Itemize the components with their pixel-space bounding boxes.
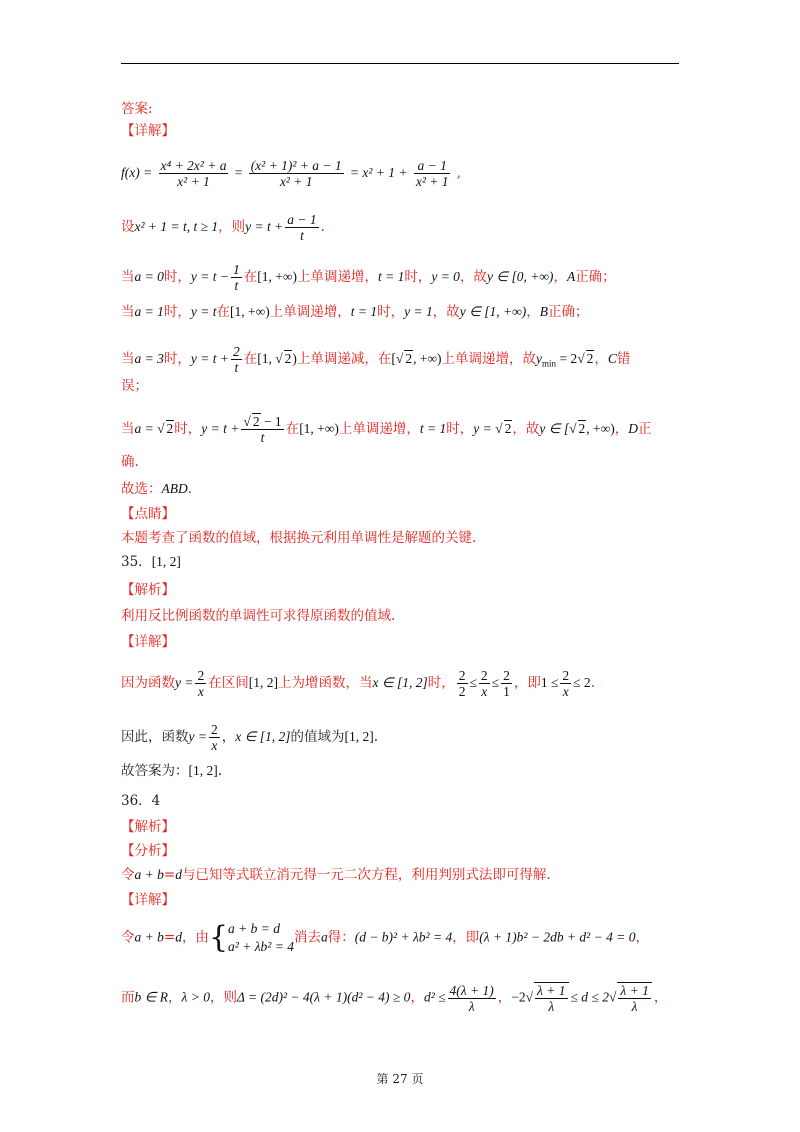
q35-number bbox=[121, 553, 181, 571]
math: a = bbox=[134, 421, 158, 436]
text: 上单调递增， bbox=[296, 269, 378, 285]
math: y ∈ [0, +∞) bbox=[486, 269, 554, 284]
text: 正 bbox=[638, 421, 652, 437]
math: ≤ d ≤ 2 bbox=[570, 989, 609, 1005]
text: ， bbox=[653, 989, 668, 1006]
frac bbox=[285, 212, 318, 243]
num: 1 bbox=[232, 262, 240, 277]
option-label: C bbox=[607, 351, 617, 366]
frac-3-den: x² + 1 bbox=[415, 174, 449, 189]
q36-fenxi-heading: 【分析】 bbox=[121, 843, 175, 859]
f-tail: , bbox=[456, 165, 462, 181]
text: = bbox=[163, 929, 176, 946]
math: t = 1 bbox=[350, 304, 378, 319]
math: [1, +∞) bbox=[229, 304, 270, 319]
text: 时， bbox=[404, 269, 432, 285]
sqrt-frac bbox=[534, 982, 568, 1014]
math: [1, 2] bbox=[151, 554, 181, 569]
dianjing-text: 本题考查了函数的值域，根据换元利用单调性是解题的关键. bbox=[121, 530, 477, 546]
math: (λ + 1)b² − 2db + d² − 4 = 0 bbox=[479, 929, 636, 945]
text: 上单调递增， bbox=[269, 304, 351, 320]
math: ) bbox=[292, 351, 297, 366]
text: ， bbox=[221, 729, 236, 745]
frac-1 bbox=[159, 158, 229, 189]
text: ，由 bbox=[181, 929, 209, 946]
text: 与已知等式联立消元得一元二次方程，利用判别式法即可得解. bbox=[181, 867, 551, 883]
text: 在 bbox=[243, 269, 258, 285]
page-footer bbox=[0, 1070, 800, 1087]
frac bbox=[457, 668, 468, 699]
text: ， bbox=[410, 989, 424, 1006]
math: ≤ bbox=[469, 675, 477, 690]
detail-heading: 【详解】 bbox=[121, 123, 175, 139]
text: 当 bbox=[121, 269, 135, 285]
sqrt-arg: 2 bbox=[405, 351, 413, 366]
line-substitution bbox=[121, 212, 325, 243]
math: y = bbox=[175, 675, 194, 690]
num: 2 bbox=[210, 722, 218, 737]
math: a = 1 bbox=[134, 304, 164, 319]
math: a = 0 bbox=[134, 269, 164, 284]
text: 正确； bbox=[575, 269, 616, 285]
text: 设 bbox=[121, 219, 135, 235]
system-brace: { bbox=[208, 920, 229, 955]
q35-answer-line bbox=[121, 762, 222, 780]
case-asqrt2-wrap: 确. bbox=[121, 454, 139, 470]
text: 时， bbox=[446, 421, 474, 437]
math: −2 bbox=[511, 989, 526, 1005]
num: 4(λ + 1) bbox=[449, 982, 494, 998]
sqrt-arg: 2 bbox=[504, 421, 512, 436]
math: a + b bbox=[134, 929, 164, 945]
subscript: min bbox=[542, 358, 557, 369]
den: λ bbox=[535, 998, 567, 1014]
den: t bbox=[231, 359, 242, 375]
text: 上单调递减，在 bbox=[296, 351, 392, 367]
equation-system bbox=[228, 920, 294, 956]
math: y ∈ [1, +∞) bbox=[459, 304, 527, 319]
text: ，故 bbox=[432, 304, 460, 320]
answer-options: ABD bbox=[161, 481, 188, 496]
den: x bbox=[560, 683, 571, 699]
q36-analysis bbox=[121, 866, 551, 884]
sqrt-symbol: √ bbox=[608, 989, 617, 1005]
frac bbox=[231, 344, 242, 375]
q36-line-2 bbox=[121, 982, 667, 1014]
case-a3-wrap: 误； bbox=[121, 378, 148, 394]
sqrt-arg: 2 bbox=[284, 351, 292, 366]
sqrt-symbol: √ bbox=[495, 421, 503, 436]
text: ，则 bbox=[209, 989, 237, 1006]
choice-line bbox=[121, 480, 192, 498]
sqrt-symbol: √ bbox=[577, 351, 585, 366]
num: 2 bbox=[458, 668, 466, 683]
text: . bbox=[187, 481, 193, 497]
den: x bbox=[195, 683, 206, 699]
sqrt-symbol: √ bbox=[395, 351, 404, 366]
option-label: B bbox=[539, 304, 548, 319]
den: λ bbox=[618, 998, 650, 1014]
sqrt-arg: 2 bbox=[252, 414, 260, 429]
sqrt-symbol: √ bbox=[275, 351, 283, 366]
text: 时， bbox=[163, 269, 191, 285]
frac bbox=[479, 668, 490, 699]
den: x bbox=[479, 683, 490, 699]
math: ≤ 2 bbox=[573, 675, 591, 690]
math: (d − b)² + λb² = 4 bbox=[354, 929, 453, 945]
den: λ bbox=[448, 998, 496, 1014]
frac-2 bbox=[249, 158, 344, 189]
math: 1 ≤ bbox=[540, 675, 559, 690]
math: [1, +∞) bbox=[299, 421, 339, 436]
text: 因此，函数 bbox=[121, 729, 189, 745]
text: ，故 bbox=[459, 269, 487, 285]
text: . bbox=[373, 729, 379, 745]
text: ， bbox=[497, 989, 512, 1006]
frac-2-num: (x² + 1)² + a − 1 bbox=[250, 158, 342, 173]
sqrt-frac bbox=[617, 982, 651, 1014]
case-a3 bbox=[121, 344, 630, 375]
text: = bbox=[163, 867, 176, 883]
text: . bbox=[320, 219, 325, 235]
math: b ∈ R bbox=[134, 989, 169, 1005]
math: y ∈ [ bbox=[539, 421, 570, 436]
frac bbox=[195, 668, 206, 699]
num: 2 bbox=[232, 344, 240, 359]
math: d bbox=[175, 929, 182, 945]
num: 2 bbox=[197, 668, 205, 683]
text: 上单调递增， bbox=[338, 421, 420, 437]
f-mid: = x² + 1 + bbox=[349, 165, 408, 180]
math: y = t + bbox=[201, 421, 240, 436]
text: 时， bbox=[174, 421, 202, 437]
text: 当 bbox=[121, 421, 135, 437]
math: y = bbox=[473, 421, 496, 436]
math: λ > 0 bbox=[181, 989, 210, 1005]
text: 当 bbox=[121, 304, 135, 320]
frac-1-num: x⁴ + 2x² + a bbox=[160, 158, 227, 173]
footer-post: 页 bbox=[411, 1072, 424, 1086]
answer-label: 答案: bbox=[121, 101, 153, 117]
math: ≤ bbox=[491, 675, 500, 690]
sqrt-arg: 2 bbox=[166, 421, 174, 436]
math: [1, +∞) bbox=[257, 269, 297, 284]
text: 正确； bbox=[547, 304, 589, 320]
frac bbox=[209, 722, 220, 753]
page-number: 27 bbox=[392, 1072, 408, 1086]
q36-jiexi-heading: 【解析】 bbox=[121, 819, 175, 835]
text: ， bbox=[553, 269, 567, 285]
case-a0 bbox=[121, 262, 616, 293]
text: 在 bbox=[243, 351, 258, 367]
text: ， bbox=[526, 304, 540, 320]
text: 而 bbox=[121, 989, 135, 1006]
sqrt-arg: 2 bbox=[578, 421, 586, 436]
text: ，则 bbox=[218, 219, 246, 235]
sqrt-arg: 2 bbox=[586, 351, 594, 366]
den: 2 bbox=[458, 684, 466, 699]
q35-line-2 bbox=[121, 722, 378, 753]
text: 得： bbox=[327, 929, 355, 946]
num: 2 bbox=[562, 668, 570, 683]
text: 错 bbox=[616, 351, 631, 367]
text: 消去 bbox=[293, 929, 321, 946]
frac-2-den: x² + 1 bbox=[249, 173, 344, 189]
num-c: − 1 bbox=[260, 414, 282, 429]
den: t bbox=[285, 227, 318, 243]
math: y = 1 bbox=[404, 304, 433, 319]
den: 1 bbox=[503, 684, 510, 699]
math: d bbox=[175, 867, 182, 882]
text: 上为增函数，当 bbox=[277, 675, 373, 691]
math: t = 1 bbox=[419, 421, 447, 436]
num: λ + 1 bbox=[620, 983, 649, 998]
math: y = t + bbox=[245, 219, 284, 234]
text: ， bbox=[168, 989, 182, 1006]
math: d² ≤ bbox=[423, 989, 446, 1005]
frac-1-den: x² + 1 bbox=[159, 173, 229, 189]
text: 的值域为 bbox=[290, 729, 345, 745]
text: 时， bbox=[163, 351, 191, 367]
den: t bbox=[241, 429, 283, 445]
frac bbox=[560, 668, 571, 699]
math: x² + 1 = t, t ≥ 1 bbox=[134, 219, 219, 234]
num: a − 1 bbox=[287, 212, 317, 227]
math: y = t − bbox=[190, 269, 229, 284]
den: x bbox=[209, 737, 220, 753]
q35-detail-heading: 【详解】 bbox=[121, 634, 175, 650]
text: 上单调递增，故 bbox=[441, 351, 537, 367]
eq-sign: = bbox=[234, 165, 243, 180]
math: y = t + bbox=[190, 351, 229, 366]
q36-number: 36．4 bbox=[121, 793, 161, 809]
math: , +∞) bbox=[413, 351, 442, 366]
math: [1, 2] bbox=[188, 763, 218, 778]
text: . bbox=[590, 675, 595, 691]
text: ， bbox=[614, 421, 629, 437]
text: 时， bbox=[427, 675, 455, 691]
sqrt-symbol: √ bbox=[157, 421, 165, 436]
math: x ∈ [1, 2] bbox=[372, 675, 428, 690]
math: a + b bbox=[134, 867, 164, 882]
q35-line-1 bbox=[121, 668, 595, 699]
text: ， bbox=[594, 351, 608, 367]
frac bbox=[501, 668, 512, 699]
text: ，即 bbox=[452, 929, 480, 946]
math: , +∞) bbox=[586, 421, 615, 436]
q36-line-1 bbox=[121, 920, 649, 956]
num: √ 2 − 1 bbox=[243, 414, 282, 429]
q36-detail-heading: 【详解】 bbox=[121, 892, 175, 908]
frac-3 bbox=[414, 158, 451, 189]
math: y bbox=[536, 351, 543, 366]
text: . bbox=[217, 763, 223, 779]
sqrt-symbol: √ bbox=[569, 421, 577, 436]
math: [1, 2] bbox=[248, 675, 278, 690]
text: 时， bbox=[377, 304, 405, 320]
formula-line-1 bbox=[121, 158, 461, 189]
frac bbox=[241, 414, 283, 445]
text: 时， bbox=[163, 304, 191, 320]
text: 令 bbox=[121, 867, 135, 883]
text: 35． bbox=[121, 554, 152, 570]
math: y = bbox=[188, 729, 207, 744]
option-label: D bbox=[628, 421, 638, 436]
text: 在区间 bbox=[208, 675, 249, 691]
math: [ bbox=[391, 351, 396, 366]
math: t = 1 bbox=[377, 269, 405, 284]
option-label: A bbox=[566, 269, 576, 284]
math: a bbox=[320, 929, 328, 945]
text: 因为函数 bbox=[121, 675, 175, 691]
num: λ + 1 bbox=[537, 983, 566, 998]
den: t bbox=[231, 277, 242, 293]
math: a = 3 bbox=[134, 351, 164, 366]
sqrt-symbol: √ bbox=[525, 989, 534, 1005]
q35-analysis: 利用反比例函数的单调性可求得原函数的值域. bbox=[121, 608, 396, 624]
case-asqrt2 bbox=[121, 414, 652, 445]
text: 在 bbox=[216, 304, 230, 320]
math: y = t bbox=[190, 304, 217, 319]
footer-pre: 第 bbox=[376, 1072, 389, 1086]
equation-1: a + b = d bbox=[228, 921, 281, 936]
frac bbox=[231, 262, 242, 293]
text: 故选： bbox=[121, 481, 162, 497]
header-rule bbox=[121, 63, 679, 64]
text: ， bbox=[635, 929, 649, 946]
frac-3-num: a − 1 bbox=[417, 158, 447, 173]
text: 当 bbox=[121, 351, 135, 367]
dianjing-heading: 【点睛】 bbox=[121, 506, 175, 522]
equation-2: a² + λb² = 4 bbox=[228, 939, 294, 954]
math: x ∈ [1, 2] bbox=[235, 729, 291, 744]
num: 2 bbox=[480, 668, 488, 683]
text: 故答案为： bbox=[121, 763, 189, 779]
text: 令 bbox=[121, 929, 135, 946]
math: [1, bbox=[257, 351, 276, 366]
f-lhs: f(x) = bbox=[121, 165, 153, 180]
q35-jiexi-heading: 【解析】 bbox=[121, 582, 175, 598]
num: 2 bbox=[503, 668, 510, 683]
text: ，即 bbox=[513, 675, 541, 691]
math: [1, 2] bbox=[344, 729, 374, 744]
math: Δ = (2d)² − 4(λ + 1)(d² − 4) ≥ 0 bbox=[236, 989, 411, 1005]
frac bbox=[448, 983, 496, 1014]
math: = 2 bbox=[556, 351, 578, 366]
case-a1 bbox=[121, 303, 588, 321]
text: ，故 bbox=[512, 421, 540, 437]
math: y = 0 bbox=[431, 269, 460, 284]
text: 在 bbox=[285, 421, 300, 437]
